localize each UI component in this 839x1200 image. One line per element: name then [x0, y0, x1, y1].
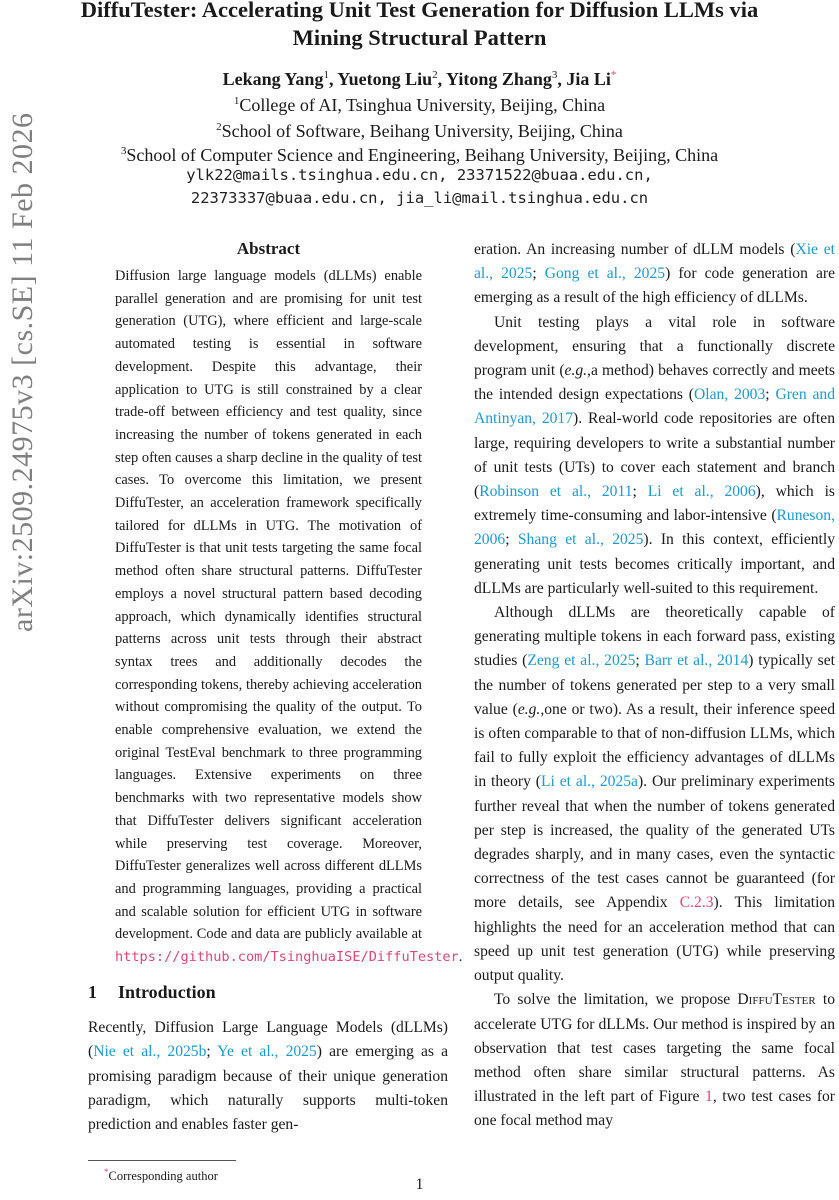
citation-link[interactable]: Zeng et al., 2025	[527, 652, 636, 670]
text: ;	[206, 1043, 218, 1061]
abstract-body-text: Diffusion large language models (dLLMs) enable parallel generation and are promising for unit test generation (UTG), where efficient and large-scale automated testing is essential in software development. Despite this advantage, their application to UTG is still constrained by a clear trade-off between efficiency and test quality, since increasing the number of tokens generated in each step often causes a sharp decline in the quality of test cases. To overcome this limitation, we present DiffuTester, an acceleration framework specifically tailored for dLLMs in UTG. The motivation of DiffuTester is that unit tests targeting the same focal method often share structural patterns. DiffuTester employs a novel structural pattern based decoding approach, which dynamically identifies structural patterns across unit tests through their abstract syntax trees and additionally decodes the corresponding tokens, thereby achieving acceleration without compromising the quality of the output. To enable comprehensive evaluation, we extend the original TestEval benchmark to three programming languages. Extensive experiments on three benchmarks with two representative models show that DiffuTester delivers significant acceleration while preserving test coverage. Moreover, DiffuTester generalizes well across different dLLMs and programming languages, providing a practical and scalable solution for efficient UTG in software development. Code and data are publicly available at	[115, 268, 422, 943]
citation-link[interactable]: Gren and Antinyan, 2017	[474, 386, 836, 428]
affiliation-mark: 3	[120, 145, 127, 157]
figure-reference-link[interactable]: 1	[705, 1088, 713, 1106]
citation-link[interactable]: Xie et al., 2025	[474, 241, 835, 283]
text: to accelerate UTG for dLLMs. Our method is inspired by an observation that test cases targeting the same focal method often share similar structural patterns. As illustrated in the left part of Figure	[474, 991, 835, 1106]
section-number: 1	[88, 982, 97, 1002]
author-list: Lekang Yang$^1$, Yuetong Liu$^2$, Yitong Zhang$^3$, Jia Li*	[222, 69, 617, 89]
citation-link[interactable]: Nie et al., 2025b	[93, 1043, 207, 1061]
intro-paragraph	[474, 988, 835, 1133]
text: ;	[632, 483, 648, 501]
appendix-reference-link[interactable]: C.2.3	[679, 894, 714, 912]
arxiv-identifier-stamp: arXiv:2509.24975v3 [cs.SE] 11 Feb 2026	[6, 112, 39, 632]
citation-link[interactable]: Barr et al., 2014	[644, 652, 749, 670]
text: To solve the limitation, we propose	[494, 991, 738, 1009]
method-name: DiffuTester	[737, 991, 816, 1009]
affiliation-mark: 2	[216, 121, 222, 133]
text: eration. An increasing number of dLLM models (	[474, 241, 796, 258]
footnote-divider	[88, 1160, 236, 1161]
corresponding-author-mark[interactable]: *	[610, 69, 617, 81]
author-mark: 2	[432, 69, 438, 81]
intro-paragraph	[474, 311, 835, 601]
text: one or two). As a result, their inference speed is often comparable to that of non-diffusion LLMs, which fail to fully exploit the efficiency advantages of dLLMs in theory (	[474, 700, 835, 791]
page-number: 1	[415, 1176, 424, 1193]
text: ). Our preliminary experiments further reveal that when the number of tokens generated per step is increased, the quality of the generated UTs degrades sharply, and in many cases, even the syntactic correctness of the test cases cannot be guaranteed (for more details, see Appendix	[474, 773, 836, 912]
text: e.g.,	[517, 700, 545, 718]
intro-paragraph-left	[88, 1016, 448, 1137]
text: ), which is extremely time-consuming and labor-intensive (	[474, 483, 835, 525]
intro-right-column	[474, 238, 835, 1134]
affiliation-text: School of Computer Science and Engineering, Beihang University, Beijing, China	[126, 145, 719, 165]
text: ;	[765, 386, 776, 404]
intro-paragraph	[474, 601, 835, 988]
citation-link[interactable]: Li et al., 2025a	[540, 773, 638, 791]
text: ) typically set the number of tokens generated per step to a very small value (	[474, 652, 835, 718]
author-name: Yitong Zhang	[446, 69, 552, 89]
text: e.g.,	[564, 362, 591, 380]
section-heading	[88, 979, 216, 1005]
title-line-1: DiffuTester: Accelerating Unit Test Generation for Diffusion LLMs via	[80, 0, 759, 22]
author-name: Jia Li	[566, 69, 611, 89]
text: ) are emerging as a promising paradigm because of their unique generation paradigm, which naturally supports multi-token prediction and enables faster gen-	[88, 1043, 449, 1134]
citation-link[interactable]: Shang et al., 2025	[517, 531, 644, 549]
author-name: Lekang Yang	[222, 69, 324, 89]
section-title: Introduction	[118, 982, 216, 1002]
text: Although dLLMs are theoretically capable of generating multiple tokens in each forward pass, existing studies (	[474, 604, 835, 670]
citation-link[interactable]: Li et al., 2006	[647, 483, 756, 501]
text: ;	[532, 265, 545, 283]
text: ;	[635, 652, 645, 670]
title-line-2: Mining Structural Pattern	[292, 25, 547, 50]
text: ) for code generation are emerging as a result of the high efficiency of dLLMs.	[474, 265, 836, 307]
citation-link[interactable]: Runeson, 2006	[474, 507, 835, 549]
footnote-text: Corresponding author	[108, 1169, 218, 1184]
author-name: Yuetong Liu	[337, 69, 433, 89]
text: ). Real-world code repositories are often large, requiring developers to write a substantial number of unit tests (UTs) to cover each statement and branch (	[474, 410, 835, 501]
text: Unit testing plays a vital role in software development, ensuring that a functionally discrete program unit (	[474, 313, 835, 380]
citation-link[interactable]: Robinson et al., 2011	[479, 483, 633, 501]
text: ;	[505, 531, 518, 549]
text: ). In this context, efficiently generating unit tests becomes critically important, and dLLMs are particularly well-suited to this requirement.	[474, 531, 836, 597]
citation-link[interactable]: Olan, 2003	[694, 386, 766, 404]
abstract-text	[115, 265, 463, 969]
footnote-mark: *	[104, 1167, 109, 1177]
text: , two test cases for one focal method may	[474, 1088, 835, 1130]
email-line: 22373337@buaa.edu.cn, jia_li@mail.tsinghua.edu.cn	[190, 189, 649, 207]
abstract-heading: Abstract	[236, 239, 301, 258]
author-mark: 3	[551, 69, 558, 81]
paper-title	[0, 0, 839, 52]
citation-link[interactable]: Gong et al., 2025	[544, 265, 666, 283]
email-line: ylk22@mails.tsinghua.edu.cn, 23371522@buaa.edu.cn,	[186, 166, 653, 184]
code-repository-link[interactable]: https://github.com/TsinghuaISE/DiffuTester	[115, 949, 459, 966]
intro-paragraph	[474, 238, 835, 311]
citation-link[interactable]: Ye et al., 2025	[217, 1043, 317, 1061]
affiliation-mark: 1	[233, 95, 240, 107]
text: ). This limitation highlights the need for an acceleration method that can speed up unit test generation (UTG) while preserving output quality.	[474, 894, 835, 985]
text: Recently, Diffusion Large Language Models (dLLMs) (	[88, 1019, 448, 1061]
author-mark: 1	[323, 69, 329, 81]
affiliation-text: College of AI, Tsinghua University, Beijing, China	[239, 95, 606, 115]
text: a method) behaves correctly and meets the intended design expectations (	[474, 362, 835, 404]
affiliation-text: School of Software, Beihang University, Beijing, China	[221, 121, 623, 141]
abstract-end-punct: .	[458, 949, 463, 966]
